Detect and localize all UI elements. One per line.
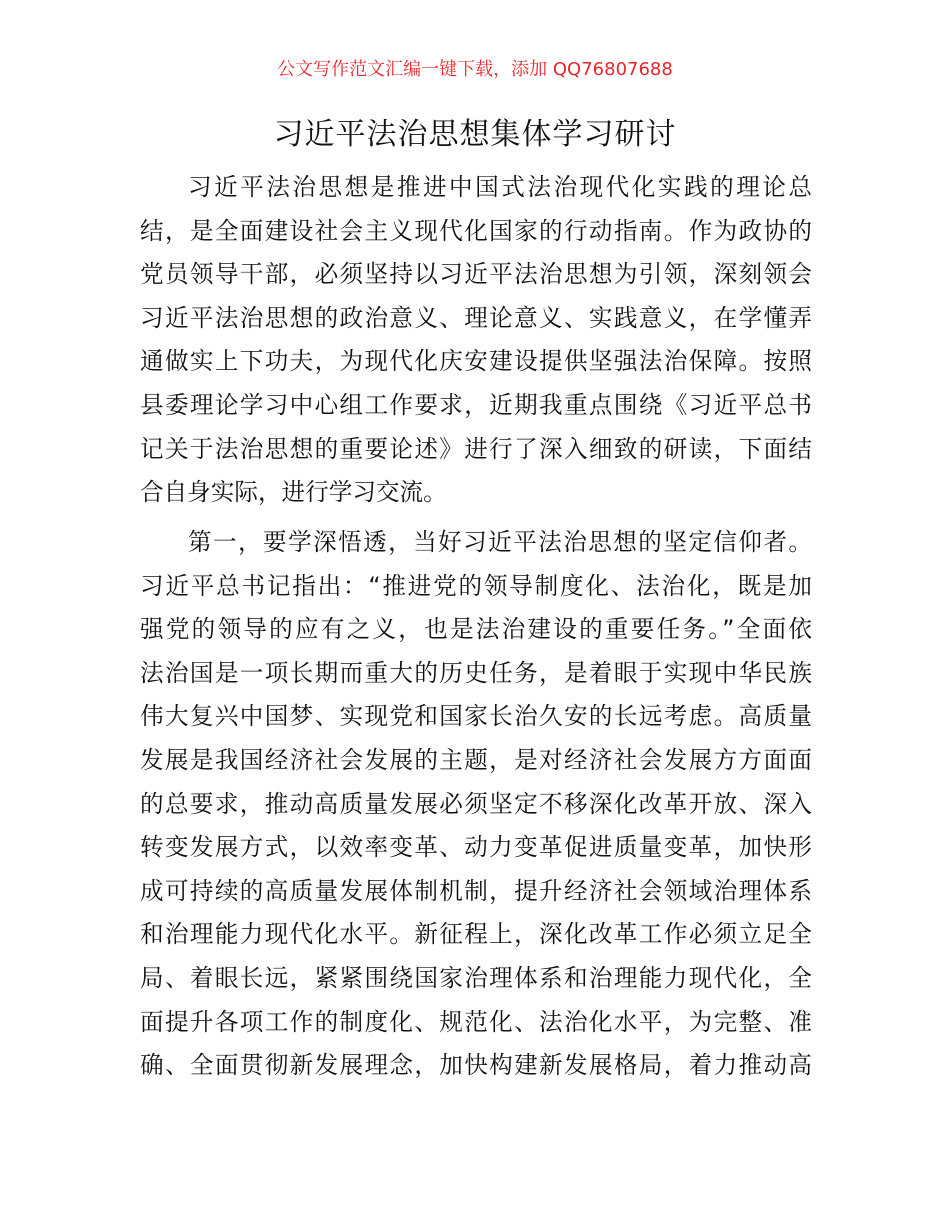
paragraph-line: 面提升各项工作的制度化、规范化、法治化水平，为完整、准 xyxy=(140,1007,812,1036)
paragraph-line: 习近平法治思想是推进中国式法治现代化实践的理论总 xyxy=(188,173,812,201)
document-title: 习近平法治思想集体学习研讨 xyxy=(273,117,677,152)
paragraph-line: 发展是我国经济社会发展的主题，是对经济社会发展方方面面 xyxy=(140,745,812,774)
paragraph-line: 党员领导干部，必须坚持以习近平法治思想为引领，深刻领会 xyxy=(140,260,812,289)
paragraph-line: 的总要求，推动高质量发展必须坚定不移深化改革开放、深入 xyxy=(140,789,812,818)
paragraph-line: 成可持续的高质量发展体制机制，提升经济社会领域治理体系 xyxy=(140,876,812,905)
paragraph-line: 局、着眼长远，紧紧围绕国家治理体系和治理能力现代化，全 xyxy=(140,963,812,992)
paragraph-line: 结，是全面建设社会主义现代化国家的行动指南。作为政协的 xyxy=(140,216,812,245)
paragraph-line: 通做实上下功夫，为现代化庆安建设提供坚强法治保障。按照 xyxy=(140,347,812,376)
paragraph-line: 习近平总书记指出：“推进党的领导制度化、法治化，既是加 xyxy=(140,571,812,600)
paragraph-line: 记关于法治思想的重要论述》进行了深入细致的研读，下面结 xyxy=(140,434,812,463)
download-promo-note: 公文写作范文汇编一键下载，添加 QQ76807688 xyxy=(277,59,673,80)
paragraph-line: 合自身实际，进行学习交流。 xyxy=(140,478,447,507)
paragraph-line: 法治国是一项长期而重大的历史任务，是着眼于实现中华民族 xyxy=(140,658,812,687)
paragraph-line: 县委理论学习中心组工作要求，近期我重点围绕《习近平总书 xyxy=(140,390,812,419)
paragraph-line: 伟大复兴中国梦、实现党和国家长治久安的长远考虑。高质量 xyxy=(140,702,812,731)
paragraph-line: 和治理能力现代化水平。新征程上，深化改革工作必须立足全 xyxy=(140,920,812,949)
paragraph-line: 强党的领导的应有之义，也是法治建设的重要任务。”全面依 xyxy=(140,615,812,644)
paragraph-line: 确、全面贯彻新发展理念，加快构建新发展格局，着力推动高 xyxy=(140,1051,812,1080)
paragraph-first-point xyxy=(140,521,812,1088)
paragraph-line: 转变发展方式，以效率变革、动力变革促进质量变革，加快形 xyxy=(140,833,812,862)
paragraph-intro xyxy=(140,166,812,515)
paragraph-line: 第一，要学深悟透，当好习近平法治思想的坚定信仰者。 xyxy=(188,528,812,556)
paragraph-line: 习近平法治思想的政治意义、理论意义、实践意义，在学懂弄 xyxy=(140,303,812,332)
